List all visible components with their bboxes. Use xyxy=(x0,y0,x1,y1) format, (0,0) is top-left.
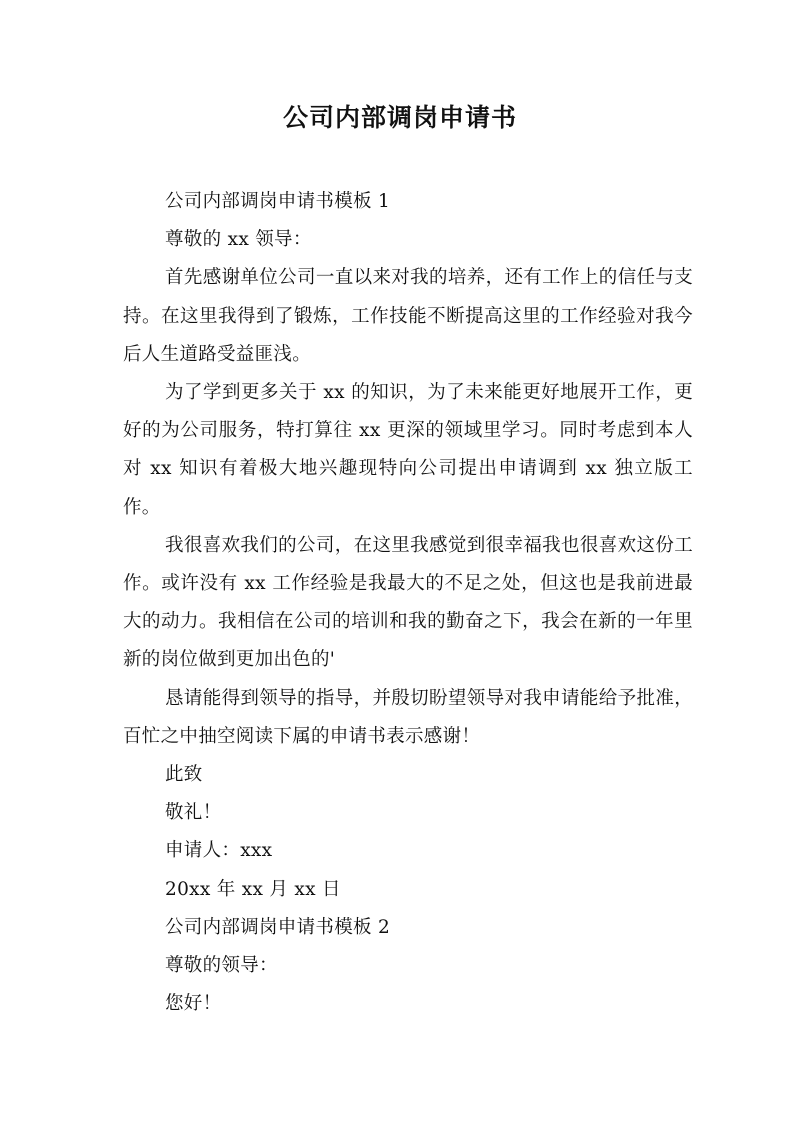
template-2-heading: 公司内部调岗申请书模板 2 xyxy=(165,916,391,938)
paragraph-motivation: 我很喜欢我们的公司，在这里我感觉到很幸福我也很喜欢这份工作。或许没有 xx 工作经验是我最大的不足之处，但这也是我前进最大的动力。我相信在公司的培训和我的勤奋之下，我会在新的一年里新的岗位做到更加出色的' xyxy=(123,534,693,671)
document-body xyxy=(123,183,693,1023)
closing-jingli: 敬礼！ xyxy=(165,802,222,824)
applicant-line: 申请人：xxx xyxy=(165,840,273,862)
closing-cizhi: 此致 xyxy=(165,764,203,786)
document-title: 公司内部调岗申请书 xyxy=(282,103,517,132)
salutation-2: 尊敬的领导： xyxy=(165,955,278,977)
paragraph-gratitude: 首先感谢单位公司一直以来对我的培养，还有工作上的信任与支持。在这里我得到了锻炼，工作技能不断提高这里的工作经验对我今后人生道路受益匪浅。 xyxy=(123,267,693,365)
greeting: 您好！ xyxy=(165,993,222,1015)
salutation: 尊敬的 xx 领导： xyxy=(165,229,312,251)
date-line: 20xx 年 xx 月 xx 日 xyxy=(165,878,341,900)
template-1-heading: 公司内部调岗申请书模板 1 xyxy=(165,191,391,212)
paragraph-reason: 为了学到更多关于 xx 的知识，为了未来能更好地展开工作，更好的为公司服务，特打算往 xx 更深的领域里学习。同时考虑到本人对 xx 知识有着极大地兴趣现特向公司提出申请调到 xx 独立版工作。 xyxy=(123,382,693,518)
paragraph-request: 恳请能得到领导的指导，并殷切盼望领导对我申请能给予批准，百忙之中抽空阅读下属的申请书表示感谢！ xyxy=(123,687,693,747)
